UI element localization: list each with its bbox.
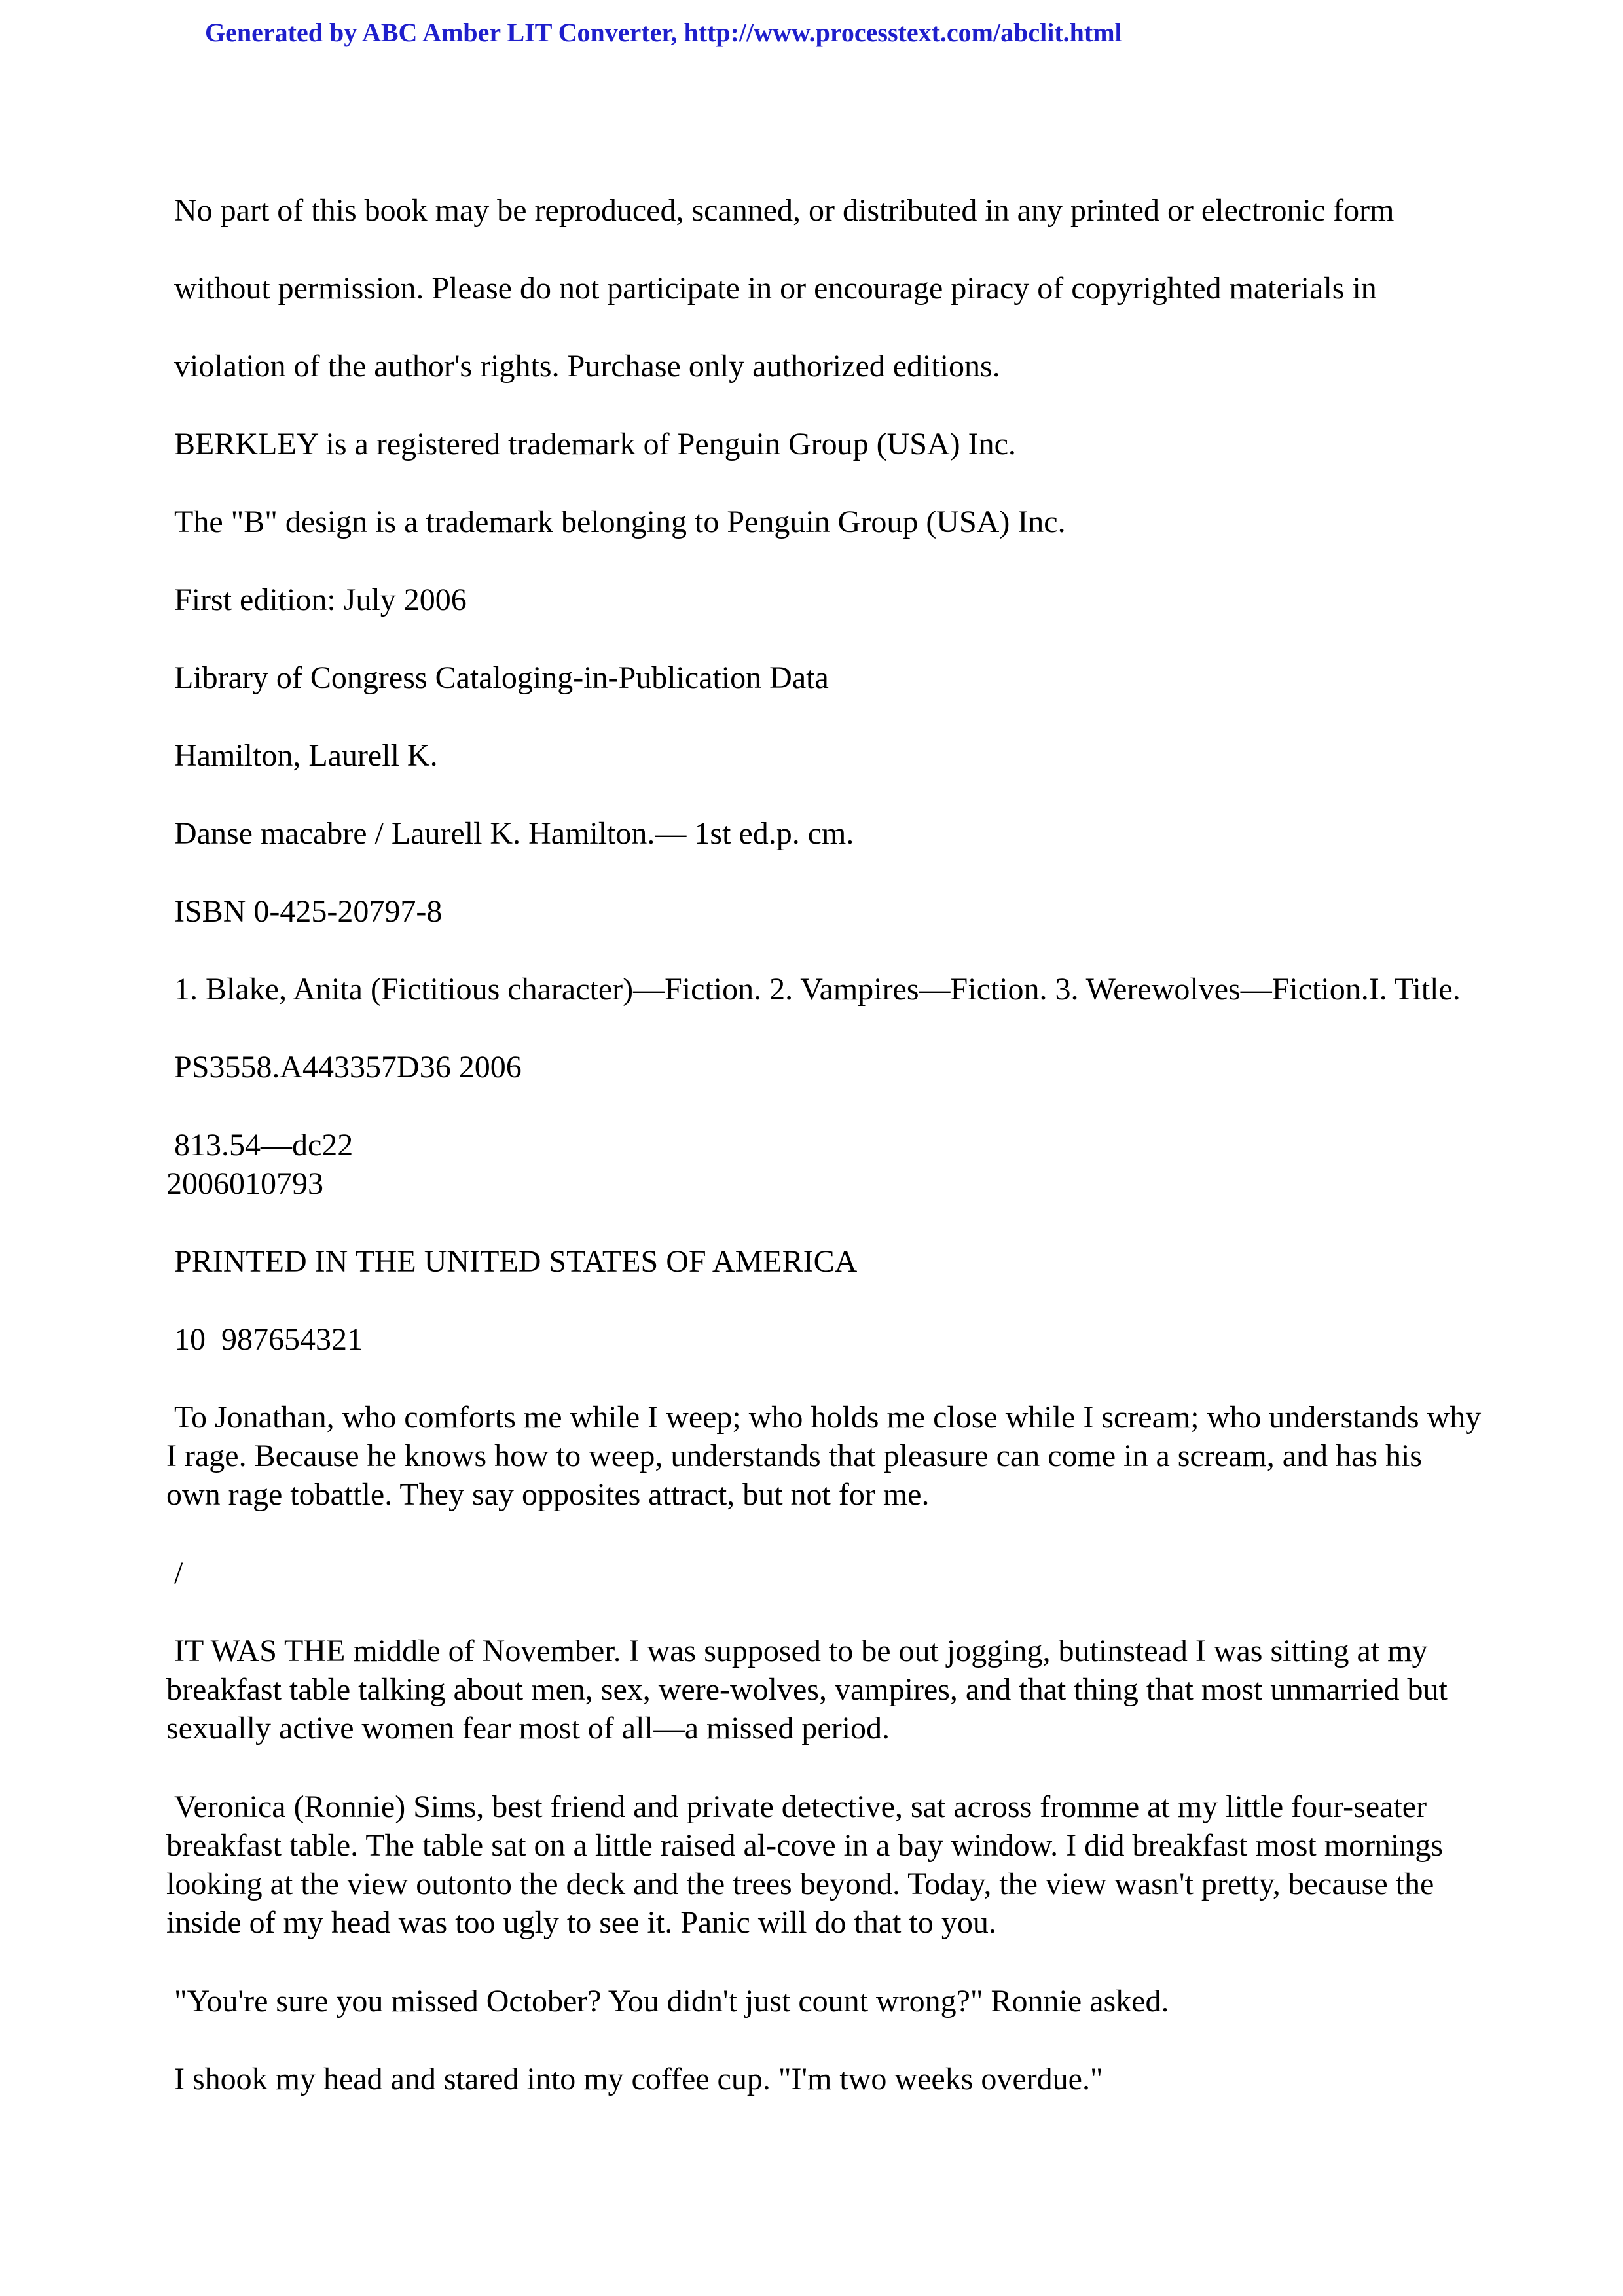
cip-subjects: 1. Blake, Anita (Fictitious character)—Fiction. 2. Vampires—Fiction. 3. Werewolves—Fiction.I. Title. (174, 972, 1461, 1007)
trademark-line-2: The "B" design is a trademark belonging to Penguin Group (USA) Inc. (174, 505, 1066, 539)
printing-line: 10 987654321 (174, 1322, 363, 1357)
cip-lccn: 2006010793 (166, 1166, 323, 1201)
paragraph-1-line-1: IT WAS THE middle of November. I was supposed to be out jogging, butinstead I was sitting at my (174, 1634, 1428, 1668)
cip-dewey: 813.54—dc22 (174, 1128, 354, 1162)
dedication-line-2: I rage. Because he knows how to weep, understands that pleasure can come in a scream, and has his (166, 1439, 1423, 1473)
cip-author: Hamilton, Laurell K. (174, 738, 438, 773)
copyright-line-3: violation of the author's rights. Purchase only authorized editions. (174, 349, 1000, 384)
cip-lc-class: PS3558.A443357D36 2006 (174, 1050, 522, 1085)
paragraph-1-line-3: sexually active women fear most of all—a missed period. (166, 1711, 890, 1746)
paragraph-2-line-4: inside of my head was too ugly to see it. Panic will do that to you. (166, 1905, 996, 1940)
cip-heading: Library of Congress Cataloging-in-Publication Data (174, 660, 829, 695)
converter-header-link[interactable]: Generated by ABC Amber LIT Converter, http://www.processtext.com/abclit.html (205, 18, 1122, 47)
chapter-paragraph-1 (166, 1632, 1482, 1748)
edition-line: First edition: July 2006 (174, 583, 467, 617)
section-separator: / (174, 1556, 183, 1590)
chapter-paragraph-2 (166, 1787, 1482, 1942)
dedication-line-3: own rage tobattle. They say opposites attract, but not for me. (166, 1477, 930, 1512)
cip-title: Danse macabre / Laurell K. Hamilton.— 1st ed.p. cm. (174, 816, 854, 851)
trademark-line-1: BERKLEY is a registered trademark of Penguin Group (USA) Inc. (174, 427, 1016, 461)
chapter-paragraph-3: "You're sure you missed October? You didn't just count wrong?" Ronnie asked. (174, 1984, 1169, 2018)
chapter-paragraph-4: I shook my head and stared into my coffee cup. "I'm two weeks overdue." (174, 2062, 1103, 2096)
dedication-line-1: To Jonathan, who comforts me while I weep; who holds me close while I scream; who understands why (174, 1400, 1482, 1435)
printed-line: PRINTED IN THE UNITED STATES OF AMERICA (174, 1244, 858, 1279)
paragraph-2-line-1: Veronica (Ronnie) Sims, best friend and private detective, sat across fromme at my little four-seater (174, 1789, 1427, 1824)
copyright-line-1: No part of this book may be reproduced, scanned, or distributed in any printed or electronic form (174, 193, 1395, 228)
paragraph-1-line-2: breakfast table talking about men, sex, were-wolves, vampires, and that thing that most unmarried but (166, 1672, 1448, 1707)
copyright-line-2: without permission. Please do not participate in or encourage piracy of copyrighted materials in (174, 271, 1377, 306)
dedication (166, 1398, 1482, 1514)
paragraph-2-line-3: looking at the view outonto the deck and the trees beyond. Today, the view wasn't pretty, because the (166, 1867, 1434, 1901)
paragraph-2-line-2: breakfast table. The table sat on a little raised al-cove in a bay window. I did breakfast most mornings (166, 1828, 1444, 1863)
cip-isbn: ISBN 0-425-20797-8 (174, 894, 443, 929)
